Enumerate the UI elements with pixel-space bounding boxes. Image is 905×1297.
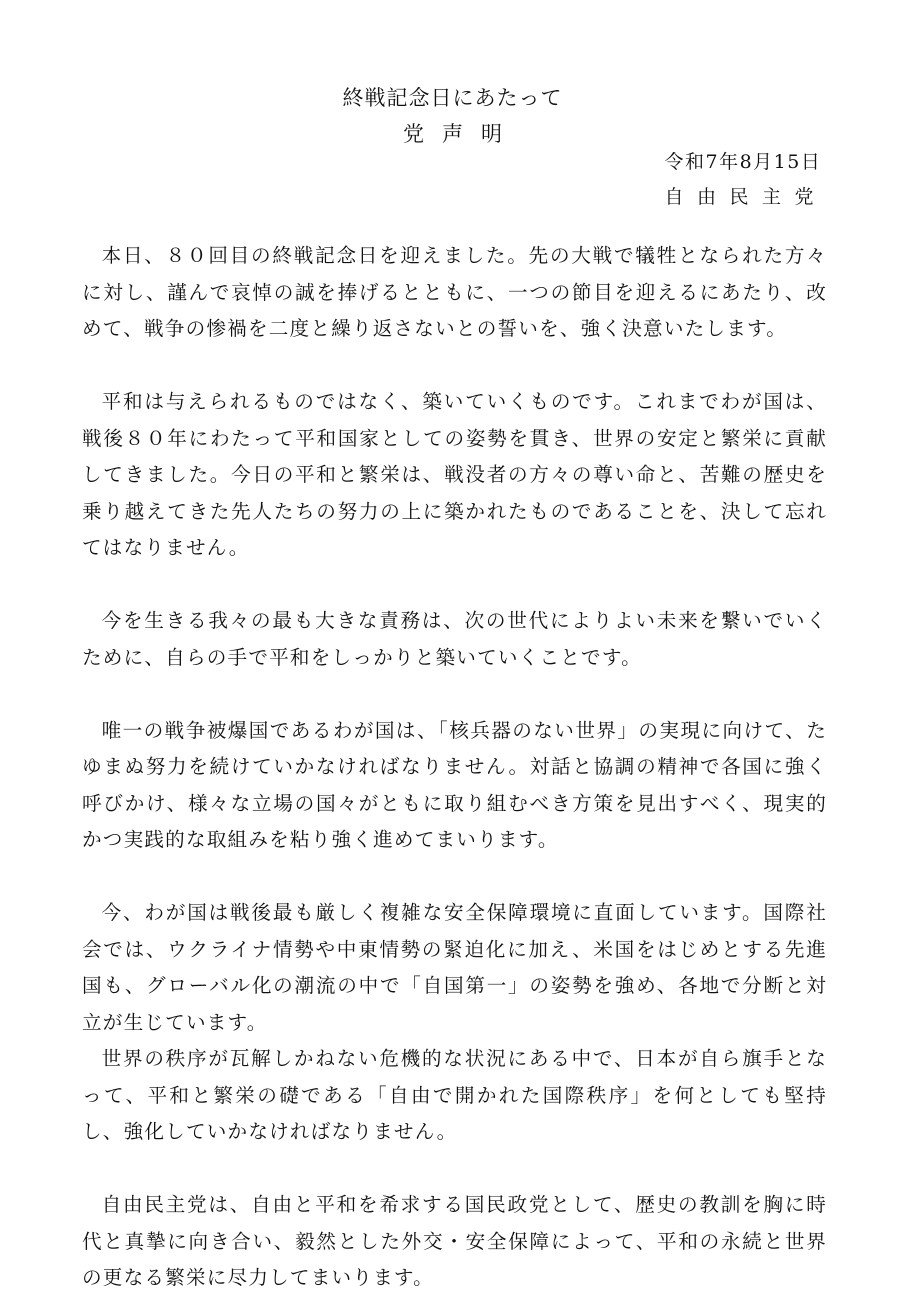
paragraph: 本日、８０回目の終戦記念日を迎えました。先の大戦で犠牲となられた方々に対し、謹んで哀悼の誠を捧げるとともに、一つの節目を迎えるにあたり、改めて、戦争の惨禍を二度と繰り返さないとの誓いを、強く決意いたします。 [82,244,827,340]
paragraph: 今、わが国は戦後最も厳しく複雑な安全保障環境に直面しています。国際社会では、ウクライナ情勢や中東情勢の緊迫化に加え、米国をはじめとする先進国も、グローバル化の潮流の中で「自国第一」の姿勢を強め、各地で分断と対立が生じています。 [82,901,827,1034]
document-title: 終戦記念日にあたって [342,86,563,110]
issue-date: 令和7年8月15日 [664,151,822,173]
paragraph: 平和は与えられるものではなく、築いていくものです。これまでわが国は、戦後８０年にわたって平和国家としての姿勢を貫き、世界の安定と繁栄に貢献してきました。今日の平和と繁栄は、戦没者の方々の尊い命と、苦難の歴史を乗り越えてきた先人たちの努力の上に築かれたものであることを、決して忘れてはなりません。 [82,390,827,559]
paragraph: 今を生きる我々の最も大きな責務は、次の世代によりよい未来を繋いでいくために、自らの手で平和をしっかりと築いていくことです。 [82,609,827,669]
paragraph: 自由民主党は、自由と平和を希求する国民政党として、歴史の教訓を胸に時代と真摯に向き合い、毅然とした外交・安全保障によって、平和の永続と世界の更なる繁栄に尽力してまいります。 [82,1193,827,1289]
title-block [0,82,905,150]
paragraph: 世界の秩序が瓦解しかねない危機的な状況にある中で、日本が自ら旗手となって、平和と繁栄の礎である「自由で開かれた国際秩序」を何としても堅持し、強化していかなければなりません。 [82,1047,827,1143]
issuing-organization: 自由民主党 [664,186,827,208]
document-subtitle: 党声明 [403,122,520,146]
issuer-block [664,146,827,213]
paragraph: 唯一の戦争被爆国であるわが国は、「核兵器のない世界」の実現に向けて、たゆまぬ努力を続けていかなければなりません。対話と協調の精神で各国に強く呼びかけ、様々な立場の国々がともに取り組むべき方策を見出すべく、現実的かつ実践的な取組みを粘り強く進めてまいります。 [82,718,827,851]
statement-body [82,238,827,1297]
